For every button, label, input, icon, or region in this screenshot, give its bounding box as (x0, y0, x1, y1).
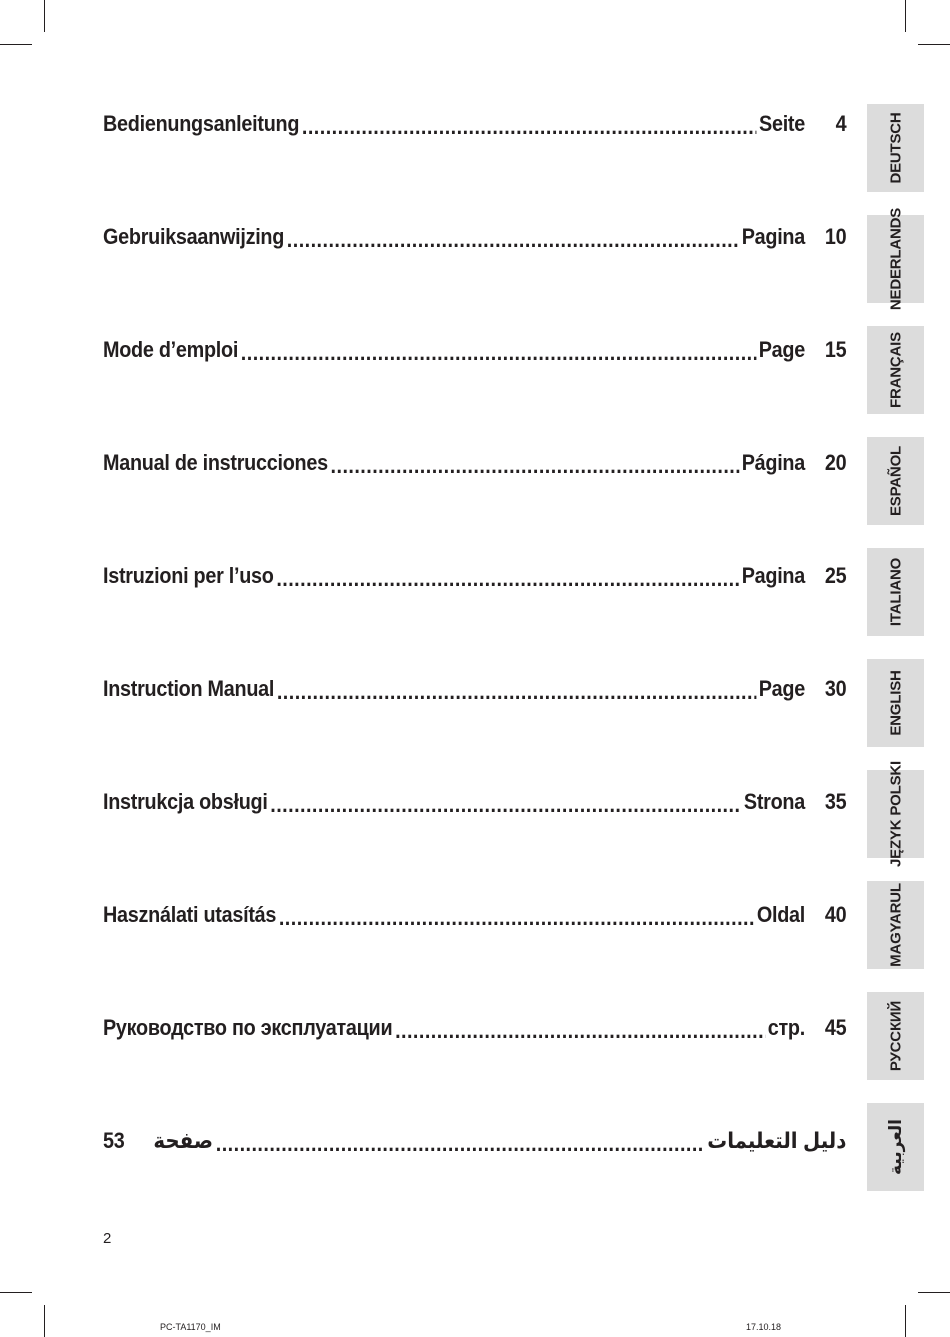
toc-page-word: стр. (767, 1015, 805, 1040)
toc-leader-dots (331, 453, 739, 479)
toc-entry-espanol[interactable] (103, 443, 846, 483)
toc-page-word: Page (758, 676, 805, 701)
toc-entry-italiano[interactable] (103, 556, 846, 596)
toc-title: Instruction Manual (103, 676, 275, 701)
crop-mark (918, 1292, 950, 1293)
tab-label: ENGLISH (887, 670, 904, 736)
toc-page-word: Oldal (756, 902, 805, 927)
toc-page-number: 53 (103, 1128, 125, 1153)
toc-title: دليل التعليمات (707, 1128, 847, 1153)
toc-page-number: 40 (824, 902, 847, 927)
toc-page-number: 35 (824, 789, 847, 814)
toc-title: Instrukcja obsługi (103, 789, 268, 814)
tab-label: JĘZYK POLSKI (887, 761, 904, 867)
toc-leader-dots (270, 792, 741, 818)
toc-page-number: 15 (824, 337, 847, 362)
toc-leader-dots (287, 227, 739, 253)
toc-page-word: Pagina (741, 563, 805, 588)
tab-arabic[interactable] (867, 1103, 924, 1191)
tab-label: العربية (885, 1118, 905, 1176)
toc-title: Руководство по эксплуатации (103, 1015, 393, 1040)
tab-label: NEDERLANDS (887, 207, 904, 311)
crop-mark (44, 1305, 45, 1337)
toc-page-number: 10 (824, 224, 847, 249)
tab-polski[interactable] (867, 761, 924, 867)
tab-label: ESPAÑOL (887, 446, 904, 516)
page-number: 2 (103, 1230, 112, 1247)
toc-page-word: Página (741, 450, 805, 475)
toc-title: Bedienungsanleitung (103, 111, 300, 136)
toc-leader-dots (279, 905, 754, 931)
tab-label: FRANÇAIS (887, 332, 904, 408)
tab-label: MAGYARUL (887, 883, 904, 967)
toc-leader-dots (302, 114, 756, 140)
toc-title: Mode d’emploi (103, 337, 239, 362)
toc-page-number: 25 (824, 563, 847, 588)
toc-entry-russian[interactable] (103, 1008, 846, 1048)
crop-mark (905, 1305, 906, 1337)
crop-mark (905, 0, 906, 32)
tab-deutsch[interactable] (867, 104, 924, 192)
toc-entry-polski[interactable] (103, 782, 846, 822)
tab-espanol[interactable] (867, 437, 924, 525)
toc-title: Gebruiksaanwijzing (103, 224, 285, 249)
crop-mark (44, 0, 45, 32)
crop-mark (0, 1292, 32, 1293)
toc-leader-dots (241, 340, 756, 366)
tab-russian[interactable] (867, 992, 924, 1080)
toc-leader-dots (395, 1018, 765, 1044)
tab-label: DEUTSCH (887, 112, 904, 184)
footer-document-code: PC-TA1170_IM (160, 1322, 221, 1332)
toc-entry-deutsch[interactable] (103, 104, 846, 144)
toc-page-word: Strona (743, 789, 805, 814)
toc-title: Istruzioni per l’uso (103, 563, 274, 588)
crop-mark (0, 44, 32, 45)
toc-page-word: Page (758, 337, 805, 362)
footer-date: 17.10.18 (746, 1322, 782, 1332)
toc-leader-dots (277, 679, 756, 705)
toc-entry-magyar[interactable] (103, 895, 846, 935)
toc-page-number: 20 (824, 450, 847, 475)
tab-english[interactable] (867, 659, 924, 747)
toc-title: Használati utasítás (103, 902, 277, 927)
toc-page-number: 4 (835, 111, 847, 136)
tab-magyarul[interactable] (867, 881, 924, 969)
tab-francais[interactable] (867, 326, 924, 414)
toc-leader-dots (216, 1131, 705, 1157)
toc-title: Manual de instrucciones (103, 450, 328, 475)
toc-page-number: 45 (824, 1015, 847, 1040)
tab-label: ITALIANO (887, 557, 904, 627)
toc-page-number: 30 (824, 676, 847, 701)
crop-mark (918, 44, 950, 45)
toc-entry-arabic[interactable] (103, 1121, 846, 1161)
tab-label: РУССКИЙ (887, 1000, 904, 1072)
toc-leader-dots (276, 566, 739, 592)
toc-entry-nederlands[interactable] (103, 217, 846, 257)
toc-page-word: صفحة (153, 1128, 214, 1153)
toc-entry-english[interactable] (103, 669, 846, 709)
toc-page-word: Pagina (741, 224, 805, 249)
tab-italiano[interactable] (867, 548, 924, 636)
toc-page-word: Seite (759, 111, 805, 136)
tab-nederlands[interactable] (867, 207, 924, 311)
toc-entry-francais[interactable] (103, 330, 846, 370)
